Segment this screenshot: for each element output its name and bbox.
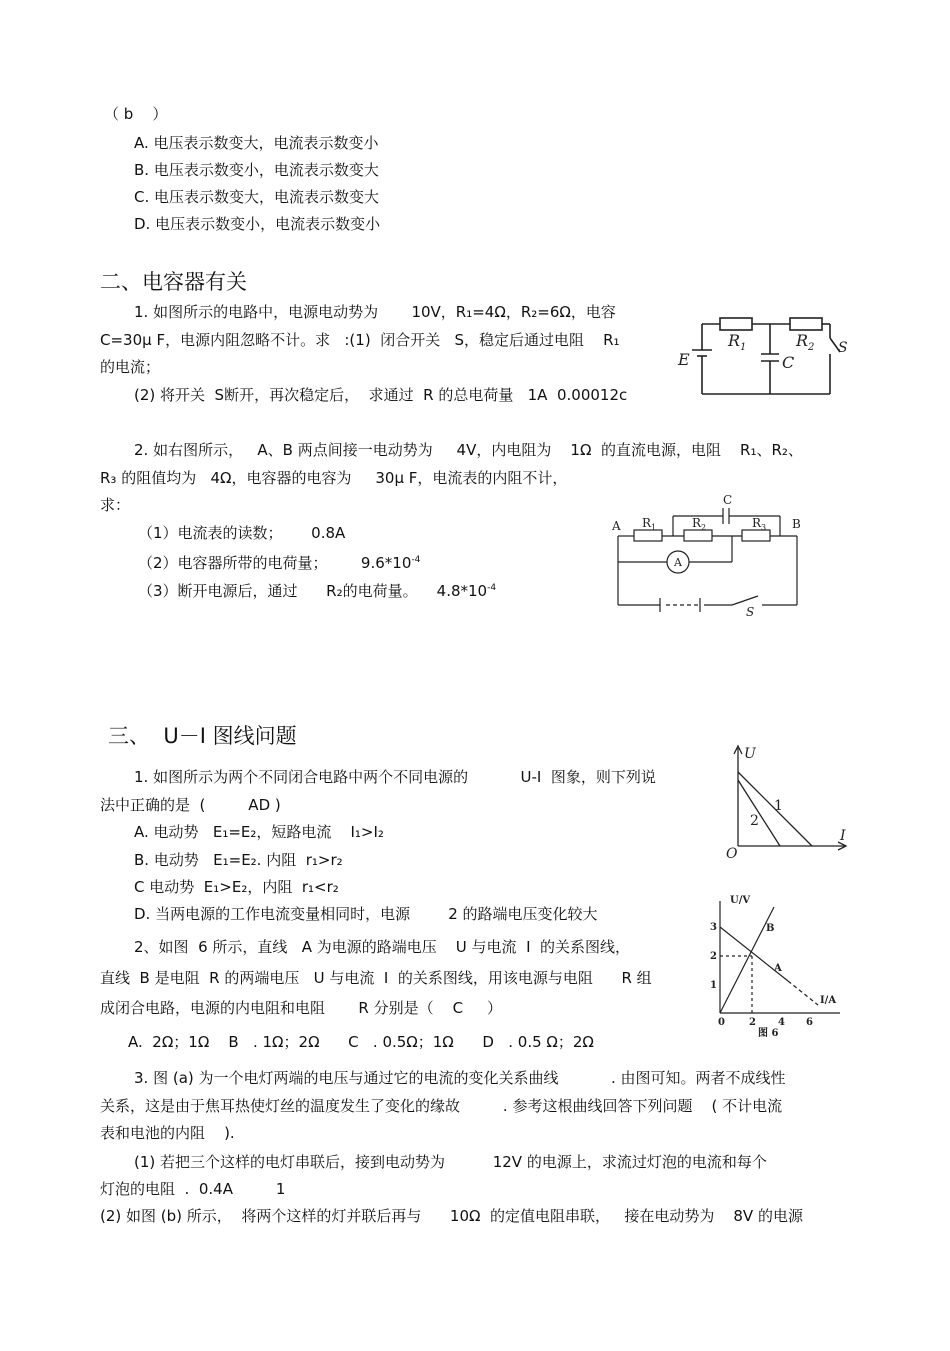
resistor-r2: [790, 318, 822, 330]
label-line-1: 1: [774, 798, 783, 814]
problem-2-2-line3: 求：: [100, 496, 131, 514]
axis-label-i: I/A: [820, 995, 837, 1006]
ytick-2: 2: [710, 951, 717, 962]
label-r1: $R_1$: [728, 331, 747, 353]
problem-3-3-line1: 3. 图 (a) 为一个电灯两端的电压与通过它的电流的变化关系曲线 . 由图可知。两者不成线性: [134, 1069, 786, 1087]
label-line-b: B: [766, 923, 775, 934]
label-e: E: [678, 350, 690, 369]
label-s: S: [838, 340, 848, 356]
line-a-extension: [788, 981, 818, 1005]
problem-3-3-line5: 灯泡的电阻 . 0.4A 1: [100, 1180, 286, 1198]
circuit-diagram-1: [672, 310, 862, 400]
label-u: U: [744, 746, 756, 762]
circuit-diagram-2: [612, 490, 812, 619]
problem-2-1-line2: C=30μ F，电源内阻忽略不计。求 :(1) 闭合开关 S，稳定后通过电阻 R₁: [100, 331, 620, 349]
resistor-r1: [634, 530, 662, 541]
option-a: A. 电压表示数变大，电流表示数变小: [134, 134, 379, 152]
ui-graph-figure-6: [700, 893, 850, 1038]
problem-2-1-line3: 的电流；: [100, 358, 161, 376]
label-a: A: [612, 519, 621, 533]
problem-2-2-item3: （3）断开电源后，通过 R₂的电荷量。 $4.8*10^{-4}$: [138, 582, 497, 600]
problem-3-2-line3: 成闭合电路，电源的内电阻和电阻 R 分别是（ C ）: [100, 999, 502, 1017]
problem-2-2-item1: （1）电流表的读数； 0.8A: [138, 524, 346, 542]
label-r2: $R_2$: [692, 516, 707, 532]
problem-3-3-line2: 关系，这是由于焦耳热使灯丝的温度发生了变化的缘故 . 参考这根曲线回答下列问题 ( 不计电流: [100, 1097, 783, 1115]
problem-3-3-line6: (2) 如图 (b) 所示， 将两个这样的灯并联后再与 10Ω 的定值电阻串联， 接在电动势为 8V 的电源: [100, 1207, 803, 1225]
label-r1: $R_1$: [642, 516, 657, 532]
problem-3-1-option-b: B. 电动势 E₁=E₂. 内阻 r₁>r₂: [134, 851, 343, 869]
problem-3-2-line2: 直线 B 是电阻 R 的两端电压 U 与电流 I 的关系图线，用该电源与电阻 R 组: [100, 969, 652, 987]
label-s: S: [746, 605, 755, 619]
label-line-2: 2: [750, 813, 759, 829]
problem-3-1-option-c: C 电动势 E₁>E₂，内阻 r₁<r₂: [134, 878, 339, 896]
xtick-2: 2: [749, 1017, 756, 1028]
label-c: C: [782, 353, 795, 372]
resistor-r1: [720, 318, 752, 330]
ytick-3: 3: [710, 922, 717, 933]
problem-3-1-option-a: A. 电动势 E₁=E₂，短路电流 I₁>I₂: [134, 823, 384, 841]
xtick-4: 4: [778, 1017, 785, 1028]
switch-s: [732, 596, 758, 605]
problem-3-2-line1: 2、如图 6 所示，直线 A 为电源的路端电压 U 与电流 I 的关系图线，: [134, 938, 631, 956]
xtick-0: 0: [718, 1017, 725, 1028]
ammeter-label: A: [674, 556, 682, 569]
label-b: B: [792, 517, 801, 531]
ytick-1: 1: [710, 980, 717, 991]
resistor-r2: [684, 530, 712, 541]
problem-3-3-line4: (1) 若把三个这样的电灯串联后，接到电动势为 12V 的电源上，求流过灯泡的电流和每个: [134, 1153, 767, 1171]
label-i: I: [840, 828, 846, 844]
ui-graph-1: [722, 742, 852, 862]
option-b: B. 电压表示数变小，电流表示数变大: [134, 161, 379, 179]
section-heading-capacitor: 二、电容器有关: [100, 270, 247, 294]
problem-2-2-line1: 2. 如右图所示， A、B 两点间接一电动势为 4V，内电阻为 1Ω 的直流电源，电阻 R₁、R₂、: [134, 441, 803, 459]
axis-label-u: U/V: [730, 895, 751, 906]
section-heading-ui-graph: 三、 U－I 图线问题: [108, 724, 297, 748]
label-r2: $R_2$: [796, 331, 815, 353]
xtick-6: 6: [806, 1017, 813, 1028]
label-line-a: A: [774, 963, 782, 974]
problem-3-2-answers: A. 2Ω；1Ω B . 1Ω；2Ω C . 0.5Ω；1Ω D . 0.5 Ω；2Ω: [128, 1033, 594, 1051]
option-d: D. 电压表示数变小，电流表示数变小: [134, 215, 381, 233]
label-r3: $R_3$: [752, 516, 767, 532]
problem-3-3-line3: 表和电池的内阻 ).: [100, 1124, 235, 1142]
problem-3-1-option-d: D. 当两电源的工作电流变量相同时，电源 2 的路端电压变化较大: [134, 905, 598, 923]
label-o: O: [726, 846, 738, 862]
problem-2-2-line2: R₃ 的阻值均为 4Ω，电容器的电容为 30μ F，电流表的内阻不计，: [100, 469, 568, 487]
label-c: C: [723, 493, 733, 507]
problem-2-2-item2: （2）电容器所带的电荷量； $9.6*10^{-4}$: [138, 554, 421, 572]
answer-bracket: （ b ）: [104, 105, 168, 123]
problem-2-1-line1: 1. 如图所示的电路中，电源电动势为 10V，R₁=4Ω，R₂=6Ω，电容: [134, 303, 616, 321]
problem-3-1-line1: 1. 如图所示为两个不同闭合电路中两个不同电源的 U-I 图象，则下列说: [134, 768, 656, 786]
option-c: C. 电压表示数变大，电流表示数变大: [134, 188, 380, 206]
figure-caption: 图 6: [758, 1028, 779, 1039]
problem-2-1-line4: (2) 将开关 S断开，再次稳定后， 求通过 R 的总电荷量 1A 0.00012c: [134, 386, 628, 404]
problem-3-1-line2: 法中正确的是 ( AD ): [100, 796, 281, 814]
